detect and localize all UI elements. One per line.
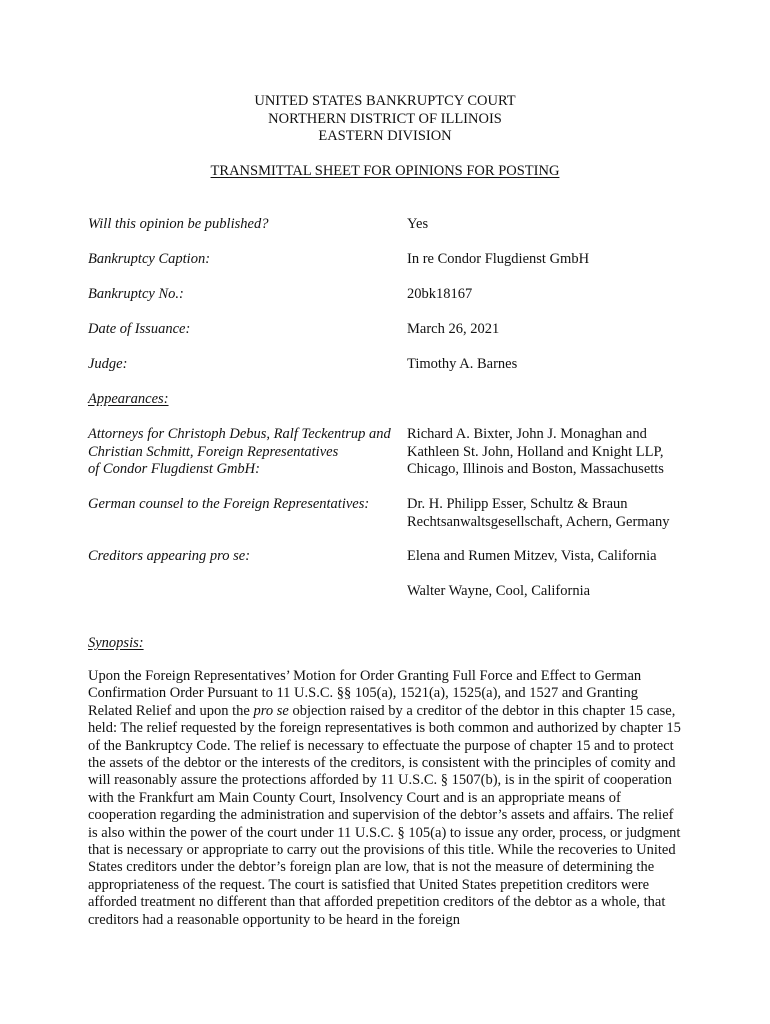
attorneys-label-line: Attorneys for Christoph Debus, Ralf Teckentrup and	[88, 426, 391, 442]
german-counsel-line: Dr. H. Philipp Esser, Schultz & Braun	[407, 496, 628, 512]
attorneys-label-line: Christian Schmitt, Foreign Representatives	[88, 443, 339, 460]
attorneys-value-line: Kathleen St. John, Holland and Knight LLP,	[407, 443, 664, 460]
judge-label: Judge:	[88, 356, 128, 372]
case-number-value: 20bk18167	[407, 286, 473, 302]
issuance-date-value: March 26, 2021	[407, 321, 500, 337]
caption-label: Bankruptcy Caption:	[88, 251, 211, 267]
attorneys-value-line: Chicago, Illinois and Boston, Massachusetts	[407, 461, 664, 477]
synopsis-text-part-1: Upon the Foreign Representatives’ Motion for Order Granting Full Force and Effect to German Confirmation Order Pursuant to 11 U.S.C. §§ 105(a), 1521(a), 1525(a), and 1527 and Granting Related Relief and upon the	[88, 668, 642, 719]
synopsis-text-part-2: objection raised by a creditor of the debtor in this chapter 15 case, held: The relief requested by the foreign representatives is both common and authorized by chapter 15 of the Bankruptcy Code. The relief is necessary to effectuate the purpose of chapter 15 and to protect the assets of the debtor or the interests of the creditors, is consistent with the principles of comity and will reasonably assure the protections afforded by 11 U.S.C. § 1507(b), is in the spirit of cooperation with the Frankfurt am Main County Court, Insolvency Court and is an appropriate means of cooperation regarding the administration and supervision of the debtor’s assets and affairs. The relief is also within the power of the court under 11 U.S.C. § 105(a) to issue any order, process, or judgment that is necessary or appropriate to carry out the provisions of this title. While the recoveries to United States creditors under the debtor’s foreign plan are low, that is not the measure of determining the appropriateness of the request. The court is satisfied that United States prepetition creditors were afforded treatment no different than that afforded prepetition creditors of the debtor as a whole, that creditors had a reasonable opportunity to be heard in the foreign	[88, 702, 681, 928]
court-name: UNITED STATES BANKRUPTCY COURT	[254, 93, 516, 109]
german-counsel-label: German counsel to the Foreign Representatives:	[88, 496, 370, 512]
appearances-heading: Appearances:	[88, 391, 169, 407]
creditors-value-1: Elena and Rumen Mitzev, Vista, California	[407, 548, 657, 564]
creditors-label: Creditors appearing pro se:	[88, 548, 251, 564]
court-division: EASTERN DIVISION	[318, 128, 452, 144]
issuance-date-label: Date of Issuance:	[88, 321, 191, 337]
published-value: Yes	[407, 216, 429, 232]
attorneys-label-line: of Condor Flugdienst GmbH:	[88, 461, 260, 477]
court-header	[0, 93, 770, 146]
synopsis-heading: Synopsis:	[88, 635, 144, 651]
attorneys-label	[88, 426, 391, 479]
synopsis-body	[88, 668, 684, 929]
synopsis-paragraph	[88, 668, 684, 929]
case-number-label: Bankruptcy No.:	[88, 286, 184, 302]
synopsis-italic-term: pro se	[253, 702, 289, 719]
attorneys-value	[407, 426, 664, 479]
attorneys-value-line: Richard A. Bixter, John J. Monaghan and	[407, 426, 647, 442]
published-label: Will this opinion be published?	[88, 216, 269, 232]
caption-value: In re Condor Flugdienst GmbH	[407, 251, 590, 267]
court-district: NORTHERN DISTRICT OF ILLINOIS	[268, 110, 502, 127]
german-counsel-line: Rechtsanwaltsgesellschaft, Achern, Germany	[407, 513, 670, 530]
document-title: TRANSMITTAL SHEET FOR OPINIONS FOR POSTING	[210, 163, 560, 179]
german-counsel-value	[407, 496, 670, 531]
judge-value: Timothy A. Barnes	[407, 356, 518, 372]
creditors-value-2: Walter Wayne, Cool, California	[407, 583, 591, 599]
